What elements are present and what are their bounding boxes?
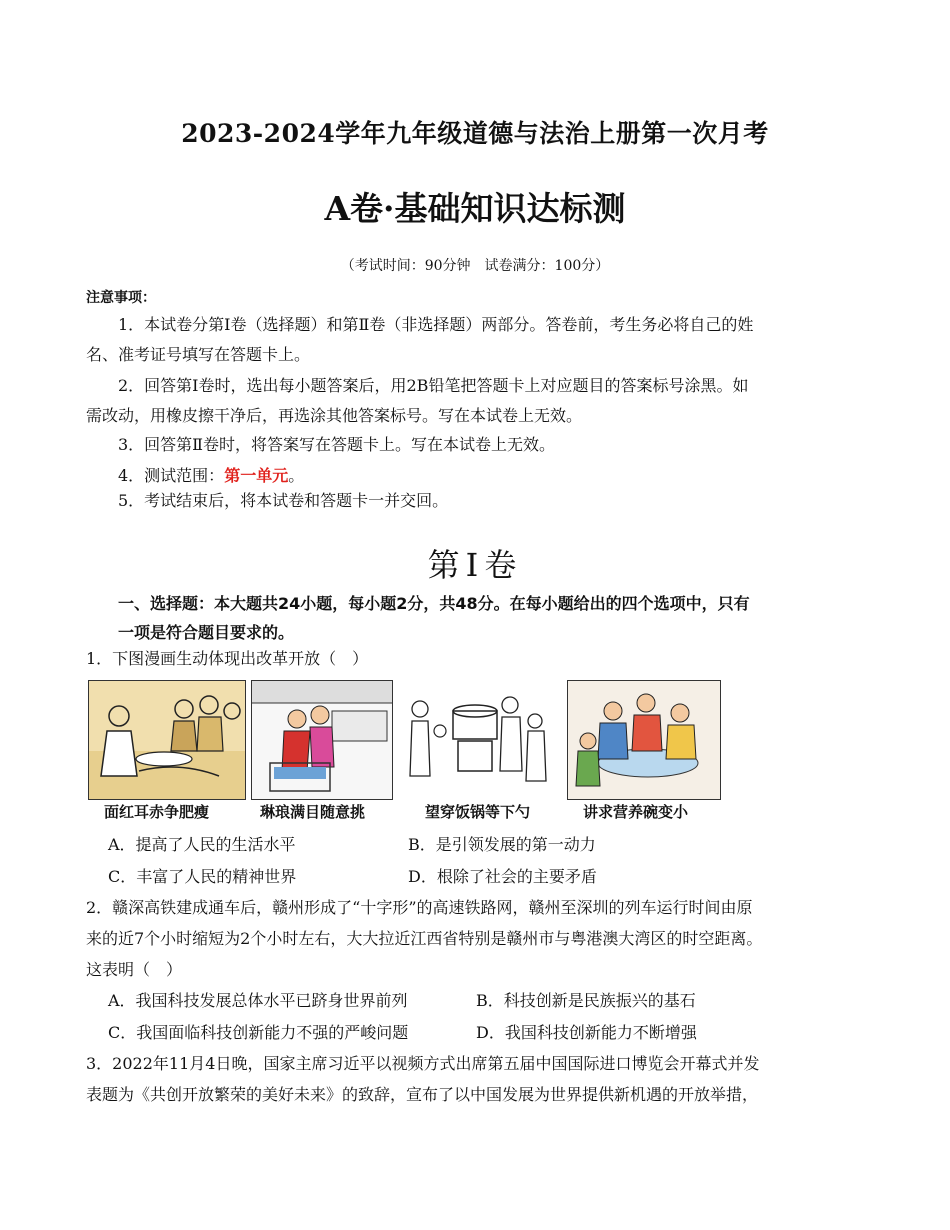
notice-item-scope [118,466,304,486]
option-a: A．我国科技发展总体水平已跻身世界前列 [108,991,408,1010]
notice-item: 名、准考证号填写在答题卡上。 [86,345,311,364]
option-c: C．我国面临科技创新能力不强的严峻问题 [108,1023,409,1042]
option-b: B．是引领发展的第一动力 [408,835,596,854]
cartoon-caption-1: 面红耳赤争肥瘦 [104,803,210,821]
option-a: A．提高了人民的生活水平 [108,835,296,854]
section-heading: 一、选择题：本大题共24小题，每小题2分，共48分。在每小题给出的四个选项中，只有 [118,594,750,613]
cartoon-panel-1 [88,680,246,800]
notice-item: 1．本试卷分第Ⅰ卷（选择题）和第Ⅱ卷（非选择题）两部分。答卷前，考生务必将自己的姓 [118,315,754,334]
question-stem: 来的近7个小时缩短为2个小时左右，大大拉近江西省特别是赣州市与粤港澳大湾区的时空距离。 [86,929,763,948]
cartoon-family-dinner-illustration [568,681,720,799]
cartoon-panel-3 [399,680,551,800]
notice-item: 需改动，用橡皮擦干净后，再选涂其他答案标号。写在本试卷上无效。 [86,406,583,425]
scope-suffix: 。 [288,466,305,485]
exam-info: （考试时间：90分钟 试卷满分：100分） [340,258,610,274]
option-d: D．我国科技创新能力不断增强 [476,1023,697,1042]
cartoon-rice-pot-illustration [400,681,550,799]
notice-item: 5．考试结束后，将本试卷和答题卡一并交回。 [118,491,449,510]
notice-item: 2．回答第Ⅰ卷时，选出每小题答案后，用2B铅笔把答题卡上对应题目的答案标号涂黑。如 [118,376,749,395]
notice-heading: 注意事项： [86,290,156,306]
question-stem: 这表明（ ） [86,960,183,979]
option-b: B．科技创新是民族振兴的基石 [476,991,696,1010]
volume-heading: 第Ⅰ卷 [427,546,523,584]
section-heading-cont: 一项是符合题目要求的。 [118,623,295,642]
cartoon-panel-4 [567,680,721,800]
question-stem: 表题为《共创开放繁荣的美好未来》的致辞，宣布了以中国发展为世界提供新机遇的开放举措， [86,1085,759,1104]
scope-label: 4．测试范围： [118,466,225,485]
option-c: C．丰富了人民的精神世界 [108,867,297,886]
page-title: 2023-2024学年九年级道德与法治上册第一次月考 [181,119,769,148]
question-stem: 3．2022年11月4日晚，国家主席习近平以视频方式出席第五届中国国际进口博览会开幕式并发 [86,1054,760,1073]
notice-item: 3．回答第Ⅱ卷时，将答案写在答题卡上。写在本试卷上无效。 [118,435,556,454]
option-d: D．根除了社会的主要矛盾 [408,867,597,886]
question-stem: 2．赣深高铁建成通车后，赣州形成了“十字形”的高速铁路网，赣州至深圳的列车运行时间由原 [86,898,753,917]
question-stem: 1．下图漫画生动体现出改革开放（ ） [86,649,369,668]
page-subtitle: A卷·基础知识达标测 [324,189,626,228]
scope-value: 第一单元 [224,466,289,485]
cartoon-panel-2 [251,680,393,800]
cartoon-caption-3: 望穿饭锅等下勺 [425,803,531,821]
cartoon-butcher-illustration [89,681,245,799]
cartoon-caption-2: 琳琅满目随意挑 [260,803,366,821]
cartoon-caption-4: 讲求营养碗变小 [583,803,689,821]
cartoon-shopping-illustration [252,681,392,799]
